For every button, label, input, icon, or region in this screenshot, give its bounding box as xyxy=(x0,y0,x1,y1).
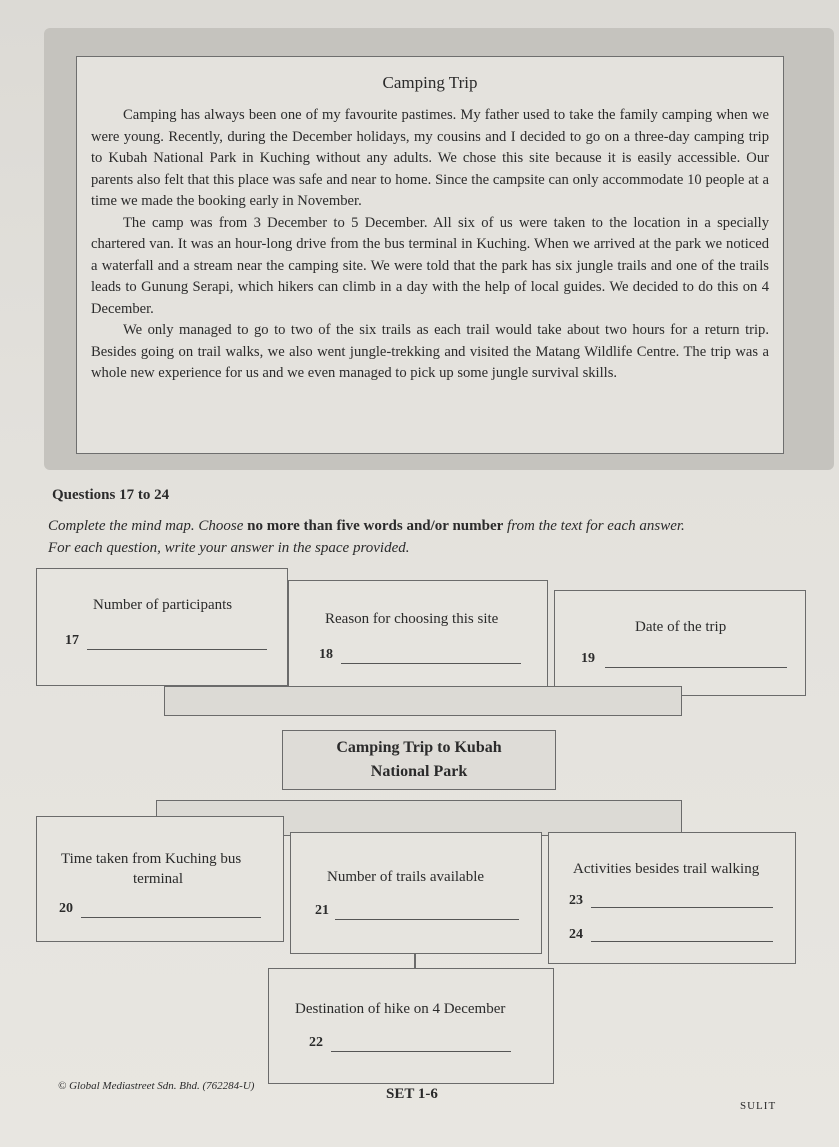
question-number-23: 23 xyxy=(569,893,583,908)
connector-bar-top xyxy=(164,686,682,716)
date-label: Date of the trip xyxy=(635,619,727,635)
question-number-19: 19 xyxy=(581,651,595,666)
question-number-22: 22 xyxy=(309,1035,323,1050)
mindmap-box-destination xyxy=(268,968,554,1084)
answer-line-18[interactable] xyxy=(341,663,521,664)
answer-line-19[interactable] xyxy=(605,667,787,668)
center-title-line-2: National Park xyxy=(370,763,468,780)
answer-line-23[interactable] xyxy=(591,907,773,908)
instruction-line-2: For each question, write your answer in the space provided. xyxy=(48,540,410,556)
time-label-2: terminal xyxy=(133,871,183,887)
mindmap-center-box xyxy=(282,730,556,790)
mindmap-box-trails xyxy=(290,832,542,954)
time-label-1: Time taken from Kuching bus xyxy=(61,851,242,867)
answer-line-17[interactable] xyxy=(87,649,267,650)
instruction-line-1 xyxy=(48,518,685,535)
question-number-20: 20 xyxy=(59,901,73,916)
passage-box xyxy=(76,56,784,454)
mindmap-box-time xyxy=(36,816,284,942)
answer-line-22[interactable] xyxy=(331,1051,511,1052)
passage-paragraph: The camp was from 3 December to 5 December. All six of us were taken to the location in a specially chartered van. It was an hour-long drive from the bus terminal in Kuching. When we arrived at the park we noticed a waterfall and a stream near the camping site. We were told that the park has six jungle trails and one of the trails leads to Gunung Serapi, which hikers can climb in a day with the help of local guides. We decided to do this on 4 December. xyxy=(91,214,769,317)
instruction-text: from the text for each answer. xyxy=(503,518,685,534)
passage-title: Camping Trip xyxy=(382,73,478,92)
copyright-notice: © Global Mediastreet Sdn. Bhd. (762284-U) xyxy=(58,1080,255,1092)
answer-line-20[interactable] xyxy=(81,917,261,918)
mindmap-box-participants xyxy=(36,568,288,686)
instruction-emphasis: no more than five words and/or number xyxy=(247,518,504,534)
participants-label: Number of participants xyxy=(93,597,233,613)
question-number-21: 21 xyxy=(315,903,329,918)
sulit-label: SULIT xyxy=(740,1100,777,1112)
activities-label: Activities besides trail walking xyxy=(573,861,760,877)
mindmap-box-date xyxy=(554,590,806,696)
answer-line-24[interactable] xyxy=(591,941,773,942)
questions-heading: Questions 17 to 24 xyxy=(52,487,170,503)
set-label: SET 1-6 xyxy=(386,1086,438,1102)
answer-line-21[interactable] xyxy=(335,919,519,920)
center-title-line-1: Camping Trip to Kubah xyxy=(336,739,502,756)
passage-paragraph: Camping has always been one of my favourite pastimes. My father used to take the family camping when we were young. Recently, during the December holidays, my cousins and I decided to go on a three-day camping trip to Kubah National Park in Kuching without any adults. We chose this site because it is easily accessible. Our parents also felt that this place was safe and near to home. Since the campsite can only accommodate 10 people at a time we made the booking early in November. xyxy=(91,107,769,209)
mindmap-box-reason xyxy=(288,580,548,690)
destination-label: Destination of hike on 4 December xyxy=(295,1001,506,1017)
question-number-18: 18 xyxy=(319,647,333,662)
instruction-text: Complete the mind map. Choose xyxy=(48,518,248,534)
mindmap-box-activities xyxy=(548,832,796,964)
question-number-17: 17 xyxy=(65,633,79,648)
reason-label: Reason for choosing this site xyxy=(325,611,499,627)
question-number-24: 24 xyxy=(569,927,583,942)
trails-label: Number of trails available xyxy=(327,869,485,885)
passage-paragraph: We only managed to go to two of the six trails as each trail would take about two hours for a return trip. Besides going on trail walks, we also went jungle-trekking and visited the Matang Wildlife Centre. The trip was a whole new experience for us and we even managed to pick up some jungle survival skills. xyxy=(91,322,769,381)
